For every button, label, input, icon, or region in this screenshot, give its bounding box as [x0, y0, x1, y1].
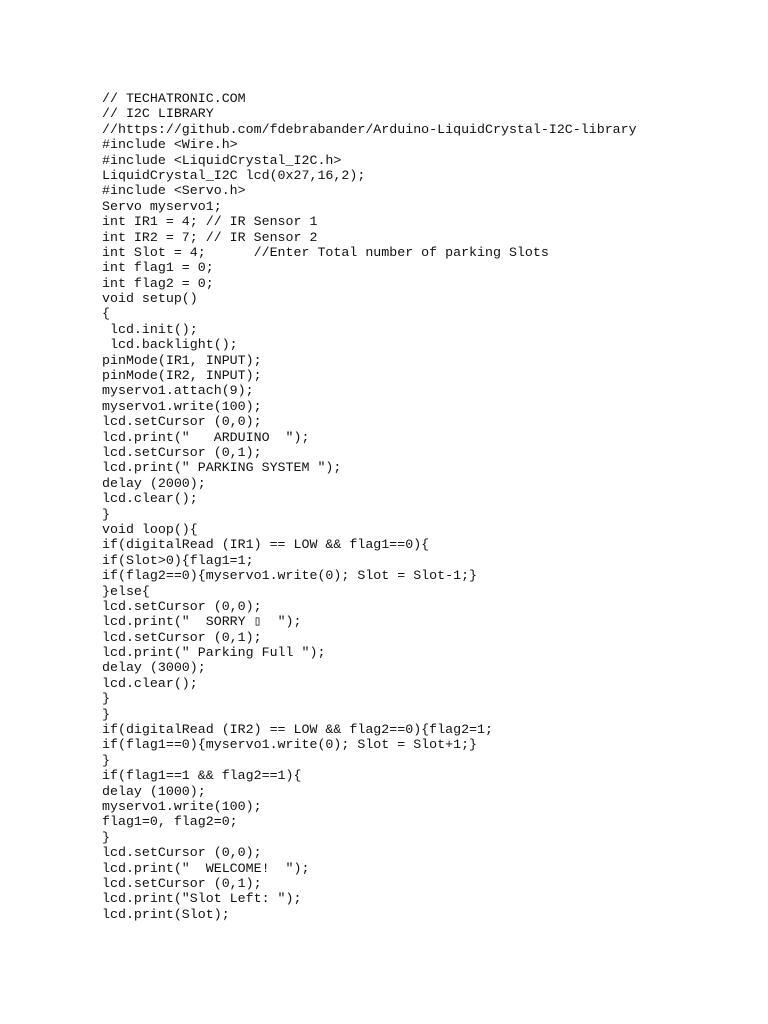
- code-line: }: [102, 691, 110, 707]
- code-line: int Slot = 4; //Enter Total number of parking Slots: [102, 244, 549, 260]
- code-line: }: [102, 706, 110, 722]
- code-line: if(flag2==0){myservo1.write(0); Slot = Slot-1;}: [102, 568, 478, 584]
- code-line: if(digitalRead (IR1) == LOW && flag1==0){: [102, 537, 430, 553]
- code-line: // TECHATRONIC.COM: [102, 91, 246, 106]
- code-line: #include <Servo.h>: [102, 183, 246, 199]
- code-line: flag1=0, flag2=0;: [102, 814, 238, 830]
- code-line: void setup(): [102, 291, 198, 307]
- code-line: int flag2 = 0;: [102, 275, 214, 291]
- code-line: delay (1000);: [102, 783, 206, 799]
- code-line: lcd.setCursor (0,0);: [102, 845, 262, 861]
- code-line: //https://github.com/fdebrabander/Arduino-LiquidCrystal-I2C-library: [102, 121, 637, 137]
- code-line: lcd.backlight();: [102, 337, 238, 353]
- code-listing: [102, 91, 637, 922]
- code-line: lcd.setCursor (0,0);: [102, 414, 262, 430]
- code-line: }: [102, 752, 110, 768]
- code-line: lcd.print(" Parking Full ");: [102, 645, 326, 661]
- code-line: lcd.setCursor (0,1);: [102, 875, 262, 891]
- code-line: lcd.print(Slot);: [102, 906, 230, 922]
- code-line: lcd.print("Slot Left: ");: [102, 891, 302, 907]
- code-line: if(digitalRead (IR2) == LOW && flag2==0){flag2=1;: [102, 722, 493, 738]
- code-line: pinMode(IR2, INPUT);: [102, 368, 262, 384]
- code-line: #include <LiquidCrystal_I2C.h>: [102, 152, 342, 168]
- code-line: myservo1.attach(9);: [102, 383, 254, 399]
- code-line: delay (3000);: [102, 660, 206, 676]
- code-line: lcd.print(" WELCOME! ");: [102, 860, 310, 876]
- code-line: #include <Wire.h>: [102, 137, 238, 153]
- code-line: myservo1.write(100);: [102, 798, 262, 814]
- code-line: Servo myservo1;: [102, 198, 222, 214]
- code-line: {: [102, 306, 110, 322]
- code-line: void loop(){: [102, 521, 198, 537]
- code-line: int IR2 = 7; // IR Sensor 2: [102, 229, 318, 245]
- code-line: int IR1 = 4; // IR Sensor 1: [102, 214, 318, 230]
- code-line: // I2C LIBRARY: [102, 106, 214, 122]
- code-line: lcd.print(" ARDUINO ");: [102, 429, 310, 445]
- code-line: lcd.print(" SORRY ▯ ");: [102, 614, 302, 630]
- code-line: lcd.clear();: [102, 675, 198, 691]
- code-line: lcd.setCursor (0,0);: [102, 598, 262, 614]
- code-line: pinMode(IR1, INPUT);: [102, 352, 262, 368]
- code-line: lcd.init();: [102, 321, 198, 337]
- code-line: lcd.print(" PARKING SYSTEM ");: [102, 460, 342, 476]
- code-line: if(flag1==0){myservo1.write(0); Slot = Slot+1;}: [102, 737, 478, 753]
- code-line: lcd.clear();: [102, 491, 198, 507]
- code-line: lcd.setCursor (0,1);: [102, 629, 262, 645]
- code-line: int flag1 = 0;: [102, 260, 214, 276]
- code-line: lcd.setCursor (0,1);: [102, 444, 262, 460]
- code-line: myservo1.write(100);: [102, 398, 262, 414]
- code-line: }: [102, 829, 110, 845]
- code-line: LiquidCrystal_I2C lcd(0x27,16,2);: [102, 167, 366, 183]
- code-line: }: [102, 506, 110, 522]
- code-line: if(Slot>0){flag1=1;: [102, 552, 254, 568]
- code-line: }else{: [102, 583, 150, 599]
- code-line: delay (2000);: [102, 475, 206, 491]
- code-line: if(flag1==1 && flag2==1){: [102, 768, 302, 784]
